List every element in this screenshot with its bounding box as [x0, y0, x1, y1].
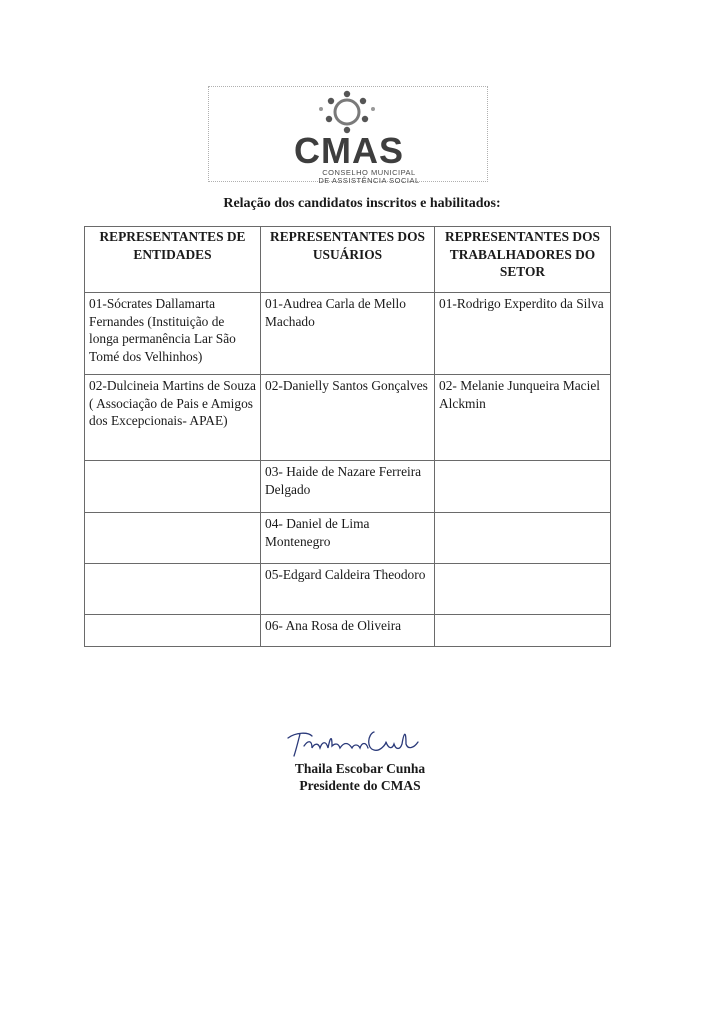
- signatory-role: Presidente do CMAS: [299, 778, 421, 793]
- table-row: [85, 615, 611, 647]
- table-cell: 01-Audrea Carla de Mello Machado: [261, 293, 435, 375]
- table-cell: [435, 615, 611, 647]
- cmas-logo: [208, 86, 488, 185]
- table-cell: [85, 615, 261, 647]
- candidates-table: [84, 226, 611, 647]
- table-row: [85, 513, 611, 564]
- header-trabalhadores: REPRESENTANTES DOS TRABALHADORES DO SETOR: [435, 227, 611, 293]
- document-heading: Relação dos candidatos inscritos e habilitados:: [223, 196, 501, 211]
- table-cell: 04- Daniel de Lima Montenegro: [261, 513, 435, 564]
- table-cell: [435, 461, 611, 513]
- table-row: [85, 564, 611, 615]
- table-cell: [85, 513, 261, 564]
- header-usuarios: REPRESENTANTES DOS USUÁRIOS: [261, 227, 435, 293]
- table-cell: [435, 513, 611, 564]
- table-row: [85, 375, 611, 461]
- logo-wordmark: CMAS: [294, 130, 404, 171]
- table-cell: 03- Haide de Nazare Ferreira Delgado: [261, 461, 435, 513]
- table-cell: 05-Edgard Caldeira Theodoro: [261, 564, 435, 615]
- table-cell: 01-Sócrates Dallamarta Fernandes (Instituição de longa permanência Lar São Tomé dos Velhinhos): [85, 293, 261, 375]
- logo-subtitle-line1: CONSELHO MUNICIPAL: [322, 168, 416, 177]
- table-cell: [85, 564, 261, 615]
- table-header-row: [85, 227, 611, 293]
- table-cell: [85, 461, 261, 513]
- table-row: [85, 293, 611, 375]
- handwritten-signature: [282, 724, 422, 760]
- signatory-name: Thaila Escobar Cunha: [294, 761, 426, 776]
- table-cell: 01-Rodrigo Experdito da Silva: [435, 293, 611, 375]
- table-cell: 06- Ana Rosa de Oliveira: [261, 615, 435, 647]
- table-cell: 02- Melanie Junqueira Maciel Alckmin: [435, 375, 611, 461]
- logo-subtitle-line2: DE ASSISTÊNCIA SOCIAL: [318, 176, 420, 185]
- table-cell: [435, 564, 611, 615]
- header-entidades: REPRESENTANTES DE ENTIDADES: [85, 227, 261, 293]
- table-cell: 02-Dulcineia Martins de Souza ( Associação de Pais e Amigos dos Excepcionais- APAE): [85, 375, 261, 461]
- table-row: [85, 461, 611, 513]
- table-cell: 02-Danielly Santos Gonçalves: [261, 375, 435, 461]
